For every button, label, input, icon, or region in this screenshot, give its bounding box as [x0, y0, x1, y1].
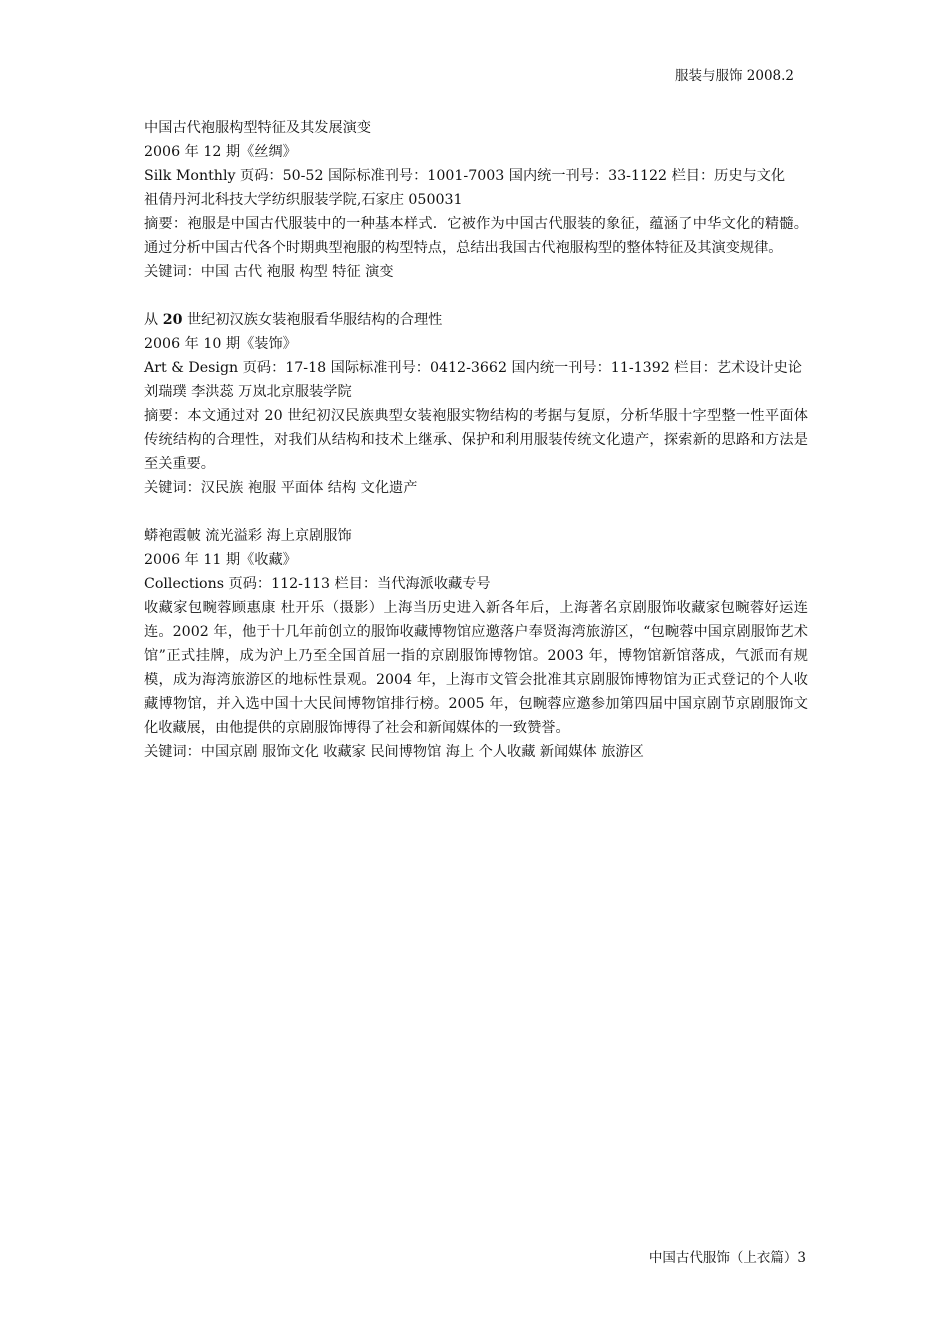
page-footer: 中国古代服饰（上衣篇）3: [648, 1250, 806, 1266]
article-abstract: 摘要：袍服是中国古代服装中的一种基本样式．它被作为中国古代服装的象征，蕴涵了中华文化的精髓。通过分析中国古代各个时期典型袍服的构型特点，总结出我国古代袍服构型的整体特征及其演变规律。: [144, 216, 808, 256]
article-issue: 2006 年 10 期《装饰》: [144, 336, 297, 352]
running-header: 服装与服饰 2008.2: [674, 68, 794, 84]
article-list: [144, 116, 808, 788]
article-title-suffix: 世纪初汉族女装袍服看华服结构的合理性: [182, 312, 443, 328]
article-entry-3: [144, 524, 808, 764]
article-title: [144, 524, 808, 548]
article-title-text: 蟒袍霞帔 流光溢彩 海上京剧服饰: [144, 528, 352, 544]
article-keywords: 关键词：汉民族 袍服 平面体 结构 文化遗产: [144, 480, 418, 496]
article-authors: 祖倩丹河北科技大学纺织服装学院,石家庄 050031: [144, 192, 463, 208]
article-title-prefix: 从: [144, 312, 163, 328]
article-title-text: 中国古代袍服构型特征及其发展演变: [144, 120, 372, 136]
article-entry-1: [144, 116, 808, 284]
article-keywords: 关键词：中国京剧 服饰文化 收藏家 民间博物馆 海上 个人收藏 新闻媒体 旅游区: [144, 744, 644, 760]
article-authors: 刘瑞璞 李洪蕊 万岚北京服装学院: [144, 384, 352, 400]
article-meta: Collections 页码：112-113 栏目：当代海派收藏专号: [144, 576, 491, 592]
article-issue: 2006 年 11 期《收藏》: [144, 552, 297, 568]
article-entry-2: [144, 308, 808, 500]
article-meta: Silk Monthly 页码：50-52 国际标准刊号：1001-7003 国内统一刊号：33-1122 栏目：历史与文化: [144, 168, 786, 184]
article-abstract: 收藏家包畹蓉顾惠康 杜开乐（摄影）上海当历史进入新各年后，上海著名京剧服饰收藏家包畹蓉好运连连。2002 年，他于十几年前创立的服饰收藏博物馆应邀落户奉贤海湾旅游区，“包畹蓉中国京剧服饰艺术馆”正式挂牌，成为沪上乃至全国首屈一指的京剧服饰博物馆。2003 年，博物馆新馆落成，气派而有规模，成为海湾旅游区的地标性景观。2004 年，上海市文管会批准其京剧服饰博物馆为正式登记的个人收藏博物馆，并入选中国十大民间博物馆排行榜。2005 年，包畹蓉应邀参加第四届中国京剧节京剧服饰文化收藏展，由他提供的京剧服饰博得了社会和新闻媒体的一致赞誉。: [144, 600, 808, 736]
article-title: [144, 116, 808, 140]
article-issue: 2006 年 12 期《丝绸》: [144, 144, 297, 160]
article-title: [144, 308, 808, 332]
article-meta: Art & Design 页码：17-18 国际标准刊号：0412-3662 国内统一刊号：11-1392 栏目：艺术设计史论: [144, 360, 802, 376]
article-abstract: 摘要：本文通过对 20 世纪初汉民族典型女装袍服实物结构的考据与复原，分析华服十字型整一性平面体传统结构的合理性，对我们从结构和技术上继承、保护和利用服装传统文化遗产，探索新的思路和方法是至关重要。: [144, 408, 808, 472]
article-keywords: 关键词：中国 古代 袍服 构型 特征 演变: [144, 264, 394, 280]
article-title-bold: 20: [162, 312, 183, 328]
